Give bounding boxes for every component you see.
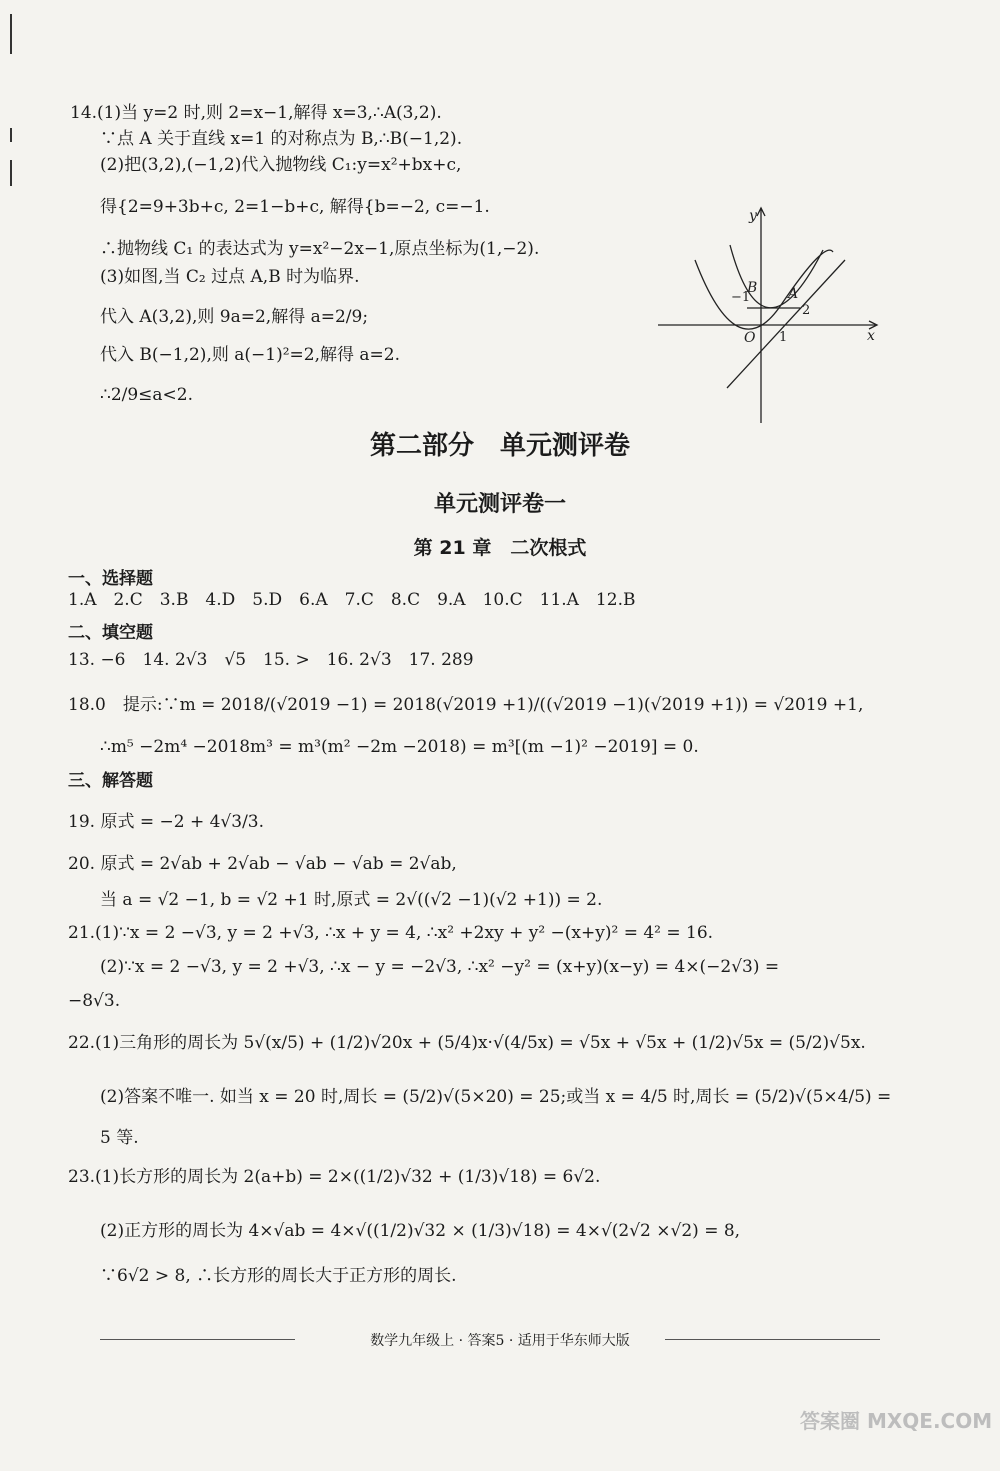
p14-line-7: 代入 A(3,2),则 9a=2,解得 a=2/9; (100, 307, 369, 327)
problem-23-line-3: ∵6√2 > 8, ∴长方形的周长大于正方形的周长. (100, 1266, 457, 1286)
point-a-label: A (788, 286, 799, 302)
page-footer: 数学九年级上 · 答案5 · 适用于华东师大版 (370, 1333, 630, 1349)
tick-neg-one: −1 (731, 290, 751, 305)
p14-line-8: 代入 B(−1,2),则 a(−1)²=2,解得 a=2. (100, 345, 400, 365)
point-b-label: B (747, 280, 758, 296)
problem-19: 19. 原式 = −2 + 4√3/3. (68, 812, 265, 832)
problem-23-line-1: 23.(1)长方形的周长为 2(a+b) = 2×((1/2)√32 + (1/3)√18) = 6√2. (68, 1167, 601, 1187)
y-axis-label: y (749, 208, 757, 224)
unit-title: 单元测评卷一 (433, 492, 566, 517)
page-edge-mark (10, 160, 12, 186)
problem-22-line-2: (2)答案不唯一. 如当 x = 20 时,周长 = (5/2)√(5×20) = 25;或当 x = 4/5 时,周长 = (5/2)√(5×4/5) = (100, 1087, 892, 1107)
problem-23-line-2: (2)正方形的周长为 4×√ab = 4×√((1/2)√32 × (1/3)√18) = 4×√(2√2 ×√2) = 8, (100, 1221, 741, 1241)
section-3-title: 三、解答题 (68, 771, 153, 791)
p14-line-1: 14.(1)当 y=2 时,则 2=x−1,解得 x=3,∴A(3,2). (70, 103, 442, 123)
p14-line-2: ∵点 A 关于直线 x=1 的对称点为 B,∴B(−1,2). (100, 129, 463, 149)
section-2-line-1: 13. −6 14. 2√3 √5 15. > 16. 2√3 17. 289 (68, 650, 474, 670)
section-2-line-3: ∴m⁵ −2m⁴ −2018m³ = m³(m² −2m −2018) = m³[(m −1)² −2019] = 0. (100, 737, 699, 757)
p14-line-5: ∴抛物线 C₁ 的表达式为 y=x²−2x−1,原点坐标为(1,−2). (100, 239, 540, 259)
problem-21-line-1: 21.(1)∵x = 2 −√3, y = 2 +√3, ∴x + y = 4, ∴x² +2xy + y² −(x+y)² = 4² = 16. (68, 923, 714, 943)
page-edge-mark (10, 128, 12, 142)
page-edge-mark (10, 14, 12, 54)
p14-line-4: 得{2=9+3b+c, 2=1−b+c, 解得{b=−2, c=−1. (100, 197, 490, 217)
section-1-answers: 1.A 2.C 3.B 4.D 5.D 6.A 7.C 8.C 9.A 10.C 11.A 12.B (68, 590, 636, 610)
problem-22-line-1: 22.(1)三角形的周长为 5√(x/5) + (1/2)√20x + (5/4)x·√(4/5x) = √5x + √5x + (1/2)√5x = (5/2)√5x. (68, 1033, 866, 1053)
tick-one: 1 (779, 330, 788, 345)
p14-line-3: (2)把(3,2),(−1,2)代入抛物线 C₁:y=x²+bx+c, (100, 155, 462, 175)
p14-line-9: ∴2/9≤a<2. (100, 385, 194, 405)
parabola-graph (655, 200, 885, 425)
section-1-title: 一、选择题 (68, 569, 153, 589)
problem-20-line-1: 20. 原式 = 2√ab + 2√ab − √ab − √ab = 2√ab, (68, 854, 457, 874)
origin-label: O (744, 330, 756, 346)
tick-two: 2 (802, 303, 811, 318)
x-axis-label: x (867, 328, 875, 344)
section-2-line-2: 18.0 提示:∵m = 2018/(√2019 −1) = 2018(√2019 +1)/((√2019 −1)(√2019 +1)) = √2019 +1, (68, 695, 864, 715)
problem-21-line-2: (2)∵x = 2 −√3, y = 2 +√3, ∴x − y = −2√3, ∴x² −y² = (x+y)(x−y) = 4×(−2√3) = (100, 957, 780, 977)
problem-22-line-3: 5 等. (100, 1128, 139, 1148)
part-title: 第二部分 单元测评卷 (369, 431, 630, 461)
problem-20-line-2: 当 a = √2 −1, b = √2 +1 时,原式 = 2√((√2 −1)(√2 +1)) = 2. (100, 890, 603, 910)
problem-21-line-3: −8√3. (68, 991, 121, 1011)
site-watermark: 答案圈 MXQE.COM (800, 1409, 993, 1433)
line-through-a (727, 260, 845, 388)
section-2-title: 二、填空题 (68, 623, 153, 643)
chapter-title: 第 21 章 二次根式 (413, 537, 587, 559)
p14-line-6: (3)如图,当 C₂ 过点 A,B 时为临界. (100, 267, 360, 287)
parabola-c1 (695, 250, 833, 329)
